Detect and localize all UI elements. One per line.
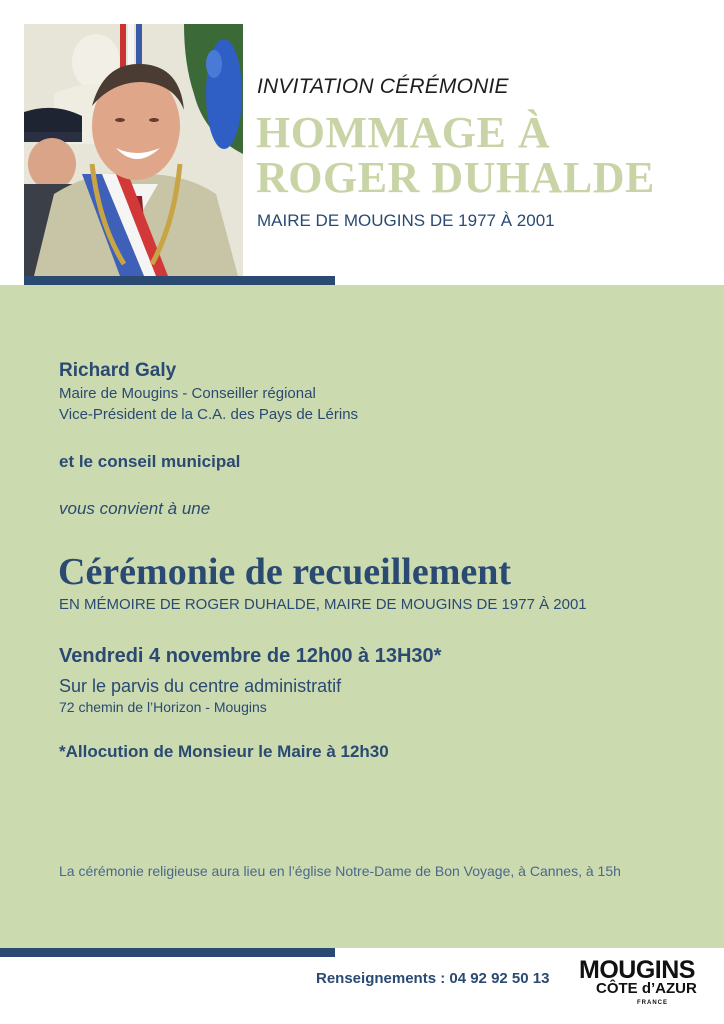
host-role-1: Maire de Mougins - Conseiller régional [59, 385, 316, 402]
host-role-2: Vice-Président de la C.A. des Pays de Lérins [59, 406, 359, 423]
event-address: 72 chemin de l’Horizon - Mougins [59, 699, 267, 715]
portrait-photo [24, 24, 243, 276]
religious-ceremony-note: La cérémonie religieuse aura lieu en l’église Notre-Dame de Bon Voyage, à Cannes, à 15h [59, 863, 621, 879]
host-name: Richard Galy [59, 360, 177, 381]
invitation-label: INVITATION CÉRÉMONIE [257, 75, 509, 98]
invite-text: vous convient à une [59, 499, 211, 518]
title-line-2: ROGER DUHALDE [256, 153, 655, 202]
title-line-1: HOMMAGE À [256, 108, 551, 157]
page-title [256, 110, 716, 200]
bottom-accent-bar [0, 948, 335, 957]
ceremony-memory: EN MÉMOIRE DE ROGER DUHALDE, MAIRE DE MOUGINS DE 1977 À 2001 [59, 596, 587, 613]
portrait-illustration [24, 24, 243, 276]
contact-info: Renseignements : 04 92 92 50 13 [316, 970, 550, 987]
ceremony-title: Cérémonie de recueillement [58, 551, 512, 593]
page-subtitle: MAIRE DE MOUGINS DE 1977 À 2001 [257, 211, 555, 230]
event-date: Vendredi 4 novembre de 12h00 à 13H30* [59, 645, 442, 667]
logo-country-text: FRANCE [637, 1000, 668, 1006]
council-text: et le conseil municipal [59, 452, 241, 471]
logo-main-text: MOUGINS [579, 956, 695, 984]
logo-sub-text: CÔTE d’AZUR [596, 980, 697, 997]
event-place: Sur le parvis du centre administratif [59, 676, 342, 696]
top-accent-bar [24, 276, 335, 285]
allocution-note: *Allocution de Monsieur le Maire à 12h30 [59, 742, 389, 761]
mougins-logo [579, 956, 701, 1012]
